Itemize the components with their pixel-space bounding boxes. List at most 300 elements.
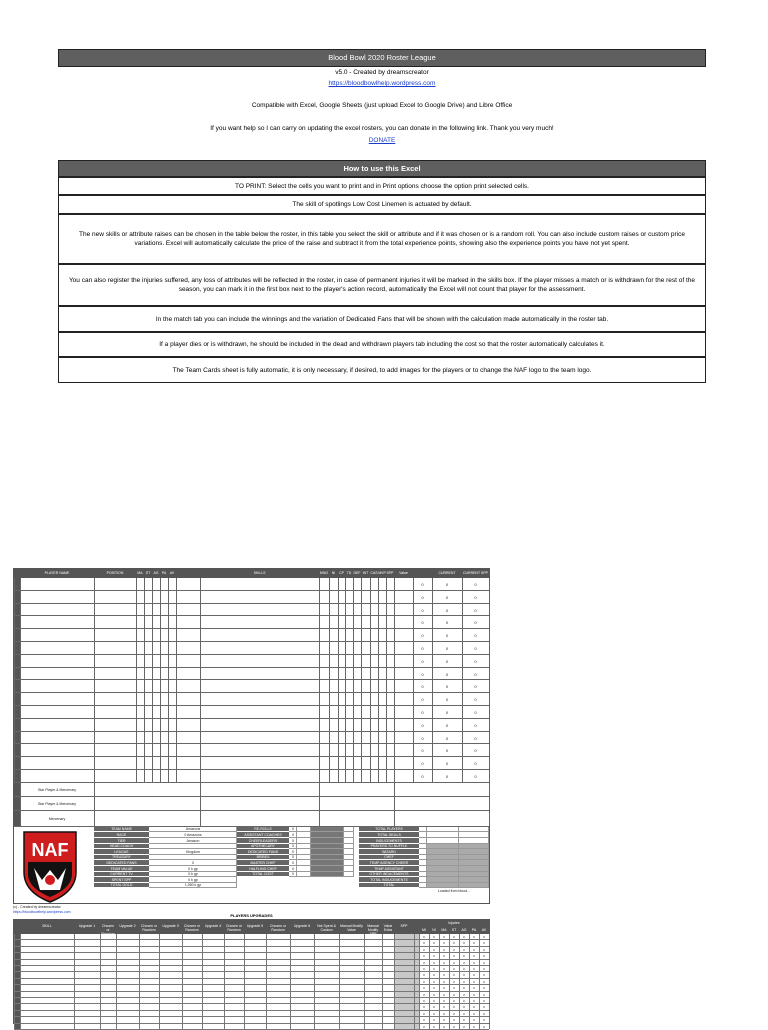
- grid-line: [144, 693, 145, 705]
- mid-label: DEDICATED FANS: [247, 849, 279, 854]
- roster-row[interactable]: [14, 680, 489, 693]
- grid-line: [382, 992, 383, 997]
- grid-line: [370, 629, 371, 641]
- grid-line: [339, 953, 340, 958]
- grid-line: [329, 770, 330, 782]
- grid-line: [94, 744, 95, 756]
- grid-line: [176, 668, 177, 680]
- grid-line: [144, 757, 145, 769]
- grid-line: [345, 655, 346, 667]
- grid-line: [382, 979, 383, 984]
- grid-line: [319, 655, 320, 667]
- star-player-row[interactable]: [14, 797, 489, 811]
- grid-line: [338, 693, 339, 705]
- injury-zero: 0: [473, 973, 475, 978]
- roster-row[interactable]: [14, 732, 489, 745]
- injury-zero: 0: [433, 999, 435, 1003]
- grid-line: [370, 757, 371, 769]
- grid-line: [139, 992, 140, 997]
- star-player-label: Star Player & Mercenary: [37, 787, 77, 792]
- roster-col-header: PLAYER NAME: [44, 571, 70, 575]
- grid-line: [200, 719, 201, 731]
- grid-line: [139, 966, 140, 971]
- grid-line: [394, 940, 395, 945]
- grid-line: [319, 591, 320, 603]
- grid-line: [144, 629, 145, 641]
- grid-line: [489, 693, 490, 705]
- grid-line: [200, 668, 201, 680]
- grid-line: [353, 757, 354, 769]
- grid-line: [244, 1011, 245, 1016]
- injury-zero: 0: [463, 960, 465, 965]
- grid-line: [319, 642, 320, 654]
- upgrade-col-header: Chosen or Random: [225, 924, 243, 932]
- right-label: TOTAL PLAYERS: [375, 827, 403, 832]
- grid-line: [94, 770, 95, 782]
- injury-zero: 0: [423, 947, 425, 952]
- grid-line: [159, 972, 160, 977]
- info-value: Kingdom: [186, 849, 200, 854]
- injury-zero: 0: [423, 960, 425, 965]
- grid-line: [20, 947, 21, 952]
- grid-line: [338, 629, 339, 641]
- grid-line: [378, 770, 379, 782]
- grid-line: [314, 985, 315, 990]
- grid-line: [364, 953, 365, 958]
- grid-line: [370, 732, 371, 744]
- mid-label: HALFLING CHEF: [249, 866, 277, 871]
- grid-line: [361, 578, 362, 590]
- grid-line: [176, 757, 177, 769]
- grid-line: [74, 972, 75, 977]
- injury-zero: 0: [423, 999, 425, 1003]
- grid-line: [182, 979, 183, 984]
- grid-line: [290, 953, 291, 958]
- grid-line: [290, 1004, 291, 1009]
- mid-value: 0: [292, 872, 294, 877]
- injuries-title: Injuries: [448, 921, 460, 925]
- mid-value-cell[interactable]: [311, 872, 344, 878]
- zero-value: 0: [445, 774, 449, 779]
- injury-zero: 0: [483, 999, 485, 1003]
- grid-line: [74, 1017, 75, 1022]
- grid-line: [361, 693, 362, 705]
- right-label: WIZARD: [382, 849, 396, 854]
- grid-line: [20, 668, 21, 680]
- info-value: Amazon: [186, 838, 200, 843]
- grid-line: [144, 770, 145, 782]
- grid-line: [160, 668, 161, 680]
- grid-line: [100, 979, 101, 984]
- grid-line: [489, 668, 490, 680]
- grid-line: [20, 642, 21, 654]
- grid-line: [139, 1017, 140, 1022]
- injury-zero: 0: [483, 1011, 485, 1016]
- roster-row[interactable]: [14, 578, 489, 591]
- grid-line: [200, 811, 201, 826]
- star-player-row[interactable]: [14, 783, 489, 797]
- upgrade-col-header: Upgrade 2: [119, 924, 136, 928]
- grid-line: [74, 985, 75, 990]
- grid-line: [94, 783, 95, 796]
- grid-line: [160, 616, 161, 628]
- injury-zero: 0: [473, 986, 475, 991]
- grid-line: [116, 1017, 117, 1022]
- info-label: TOTAL GOLD: [110, 883, 133, 888]
- mid-label: TOTAL COST: [252, 872, 274, 877]
- grid-line: [364, 1011, 365, 1016]
- injury-zero: 0: [473, 1005, 475, 1010]
- grid-line: [319, 693, 320, 705]
- grid-line: [394, 979, 395, 984]
- injury-zero: 0: [463, 973, 465, 978]
- grid-line: [319, 616, 320, 628]
- grid-line: [329, 680, 330, 692]
- grid-line: [370, 655, 371, 667]
- roster-row[interactable]: [14, 668, 489, 681]
- grid-line: [394, 783, 395, 796]
- upgrade-col-header: Upgrade 6: [293, 924, 311, 928]
- grid-line: [414, 979, 415, 984]
- roster-row[interactable]: [14, 642, 489, 655]
- injury-zero: 0: [453, 1011, 455, 1016]
- injury-zero: 0: [423, 986, 425, 991]
- injury-zero: 0: [453, 947, 455, 952]
- upgrade-col-header: Chosen or Random: [140, 924, 158, 932]
- grid-line: [182, 1017, 183, 1022]
- injury-zero: 0: [453, 1005, 455, 1010]
- grid-line: [489, 811, 490, 826]
- grid-line: [339, 985, 340, 990]
- grid-line: [168, 757, 169, 769]
- mid-label: RE-ROLLS: [254, 827, 272, 832]
- grid-line: [353, 655, 354, 667]
- grid-line: [394, 1024, 395, 1029]
- grid-line: [74, 940, 75, 945]
- grid-line: [361, 770, 362, 782]
- grid-line: [338, 578, 339, 590]
- grid-line: [489, 757, 490, 769]
- roster-row[interactable]: [14, 706, 489, 719]
- grid-line: [329, 629, 330, 641]
- right-label: INDUCEMENTS: [376, 838, 402, 843]
- grid-line: [382, 1004, 383, 1009]
- injury-zero: 0: [433, 992, 435, 997]
- grid-line: [314, 1011, 315, 1016]
- grid-line: [160, 744, 161, 756]
- grid-line: [116, 1004, 117, 1009]
- grid-line: [14, 934, 15, 939]
- grid-line: [489, 629, 490, 641]
- howto-item: If a player dies or is withdrawn, he should be included in the dead and withdrawn players tab including the cost so that the roster automatically calculates it.: [58, 332, 706, 357]
- injury-zero: 0: [463, 947, 465, 952]
- grid-line: [94, 655, 95, 667]
- grid-line: [168, 655, 169, 667]
- grid-line: [14, 719, 15, 731]
- grid-line: [370, 591, 371, 603]
- grid-line: [116, 947, 117, 952]
- info-value: 0 k gp: [188, 866, 198, 871]
- grid-line: [394, 972, 395, 977]
- grid-line: [353, 770, 354, 782]
- howto-item: The Team Cards sheet is fully automatic, it is only necessary, if desired, to add images for the players or to change the NAF logo to the team logo.: [58, 357, 706, 383]
- injury-zero: 0: [423, 967, 425, 971]
- right-value-cell[interactable]: [419, 883, 427, 889]
- donate-text: If you want help so I can carry on updating the excel rosters, you can donate in the following link. Thank you very much!: [210, 125, 554, 132]
- grid-line: [319, 811, 320, 826]
- grid-line: [394, 770, 395, 782]
- roster-col-header: INT: [362, 571, 369, 575]
- grid-line: [386, 668, 387, 680]
- credits-url[interactable]: https://bloodbowlhelp.wordpress.com: [13, 910, 71, 914]
- grid-line: [345, 693, 346, 705]
- grid-line: [159, 1017, 160, 1022]
- zero-value: 0: [474, 774, 477, 779]
- injury-col-header: MI: [422, 928, 426, 932]
- right-value-cell[interactable]: [427, 883, 459, 889]
- grid-line: [168, 668, 169, 680]
- grid-line: [353, 706, 354, 718]
- injury-zero: 0: [433, 954, 435, 959]
- info-label: HEAD COACH: [109, 844, 134, 849]
- info-value: 0: [192, 860, 194, 865]
- injury-zero: 0: [453, 992, 455, 997]
- injury-zero: 0: [463, 1011, 465, 1016]
- grid-line: [266, 979, 267, 984]
- injury-zero: 0: [423, 954, 425, 959]
- injury-zero: 0: [473, 935, 475, 939]
- zero-value: 0: [445, 710, 449, 715]
- grid-line: [14, 1024, 15, 1029]
- roster-col-header: SPP: [386, 571, 394, 575]
- roster-row[interactable]: [14, 655, 489, 668]
- grid-line: [168, 616, 169, 628]
- grid-line: [319, 744, 320, 756]
- grid-line: [339, 1017, 340, 1022]
- grid-line: [244, 998, 245, 1003]
- right-value-cell[interactable]: [459, 883, 489, 889]
- grid-line: [100, 953, 101, 958]
- zero-value: 0: [474, 761, 477, 767]
- grid-line: [378, 680, 379, 692]
- star-player-row[interactable]: [14, 811, 489, 827]
- grid-line: [361, 655, 362, 667]
- grid-line: [364, 934, 365, 939]
- value-extra-cell: [394, 998, 419, 1003]
- grid-line: [200, 757, 201, 769]
- grid-line: [364, 985, 365, 990]
- injury-zero: 0: [453, 967, 455, 971]
- grid-line: [414, 940, 415, 945]
- grid-line: [159, 1024, 160, 1029]
- grid-line: [168, 591, 169, 603]
- injury-zero: 0: [423, 941, 425, 946]
- grid-line: [353, 744, 354, 756]
- grid-line: [20, 953, 21, 958]
- grid-line: [378, 642, 379, 654]
- roster-row[interactable]: [14, 629, 489, 642]
- injury-zero: 0: [463, 992, 465, 997]
- grid-line: [116, 960, 117, 965]
- grid-line: [20, 604, 21, 616]
- grid-line: [20, 591, 21, 603]
- grid-line: [159, 940, 160, 945]
- grid-line: [182, 960, 183, 965]
- grid-line: [489, 953, 490, 958]
- grid-line: [159, 979, 160, 984]
- grid-line: [339, 1024, 340, 1029]
- grid-line: [394, 1017, 395, 1022]
- grid-line: [224, 940, 225, 945]
- grid-line: [414, 992, 415, 997]
- roster-row[interactable]: [14, 770, 489, 783]
- grid-line: [100, 1011, 101, 1016]
- grid-line: [345, 680, 346, 692]
- grid-line: [116, 934, 117, 939]
- grid-line: [394, 1011, 395, 1016]
- grid-line: [136, 655, 137, 667]
- grid-line: [364, 972, 365, 977]
- grid-line: [386, 680, 387, 692]
- grid-line: [136, 668, 137, 680]
- roster-row[interactable]: [14, 744, 489, 757]
- grid-line: [14, 947, 15, 952]
- grid-line: [370, 770, 371, 782]
- grid-line: [314, 953, 315, 958]
- grid-line: [345, 616, 346, 628]
- injury-zero: 0: [433, 1018, 435, 1023]
- howto-title: How to use this Excel: [343, 164, 421, 173]
- grid-line: [14, 578, 15, 590]
- grid-line: [489, 1004, 490, 1009]
- zero-value: 0: [421, 646, 424, 651]
- grid-line: [94, 591, 95, 603]
- mid-value-cell[interactable]: [297, 872, 311, 878]
- zero-value: 0: [474, 722, 477, 728]
- injury-zero: 0: [463, 1005, 465, 1010]
- grid-line: [394, 998, 395, 1003]
- grid-line: [353, 616, 354, 628]
- grid-line: [202, 940, 203, 945]
- grid-line: [160, 706, 161, 718]
- grid-line: [266, 992, 267, 997]
- roster-row[interactable]: [14, 719, 489, 732]
- mid-value-cell[interactable]: [344, 872, 354, 878]
- grid-line: [338, 719, 339, 731]
- grid-line: [14, 998, 15, 1003]
- upgrade-col-header: Value Extra: [383, 924, 393, 932]
- grid-line: [224, 1017, 225, 1022]
- injury-zero: 0: [433, 973, 435, 978]
- donate-link[interactable]: DONATE: [368, 137, 396, 144]
- roster-row[interactable]: [14, 591, 489, 604]
- version-line: v5.0 - Created by dreamscreator: [335, 69, 429, 76]
- zero-value: 0: [421, 761, 424, 767]
- grid-line: [394, 947, 395, 952]
- grid-line: [159, 985, 160, 990]
- grid-line: [290, 1011, 291, 1016]
- grid-line: [14, 616, 15, 628]
- grid-line: [100, 960, 101, 965]
- roster-row[interactable]: [14, 604, 489, 617]
- grid-line: [489, 934, 490, 939]
- upgrade-col-header: Upgrade 3: [162, 924, 179, 928]
- grid-line: [314, 972, 315, 977]
- zero-value: 0: [421, 658, 424, 664]
- sheet-title-bar: [58, 49, 706, 67]
- injury-zero: 0: [473, 1011, 475, 1016]
- blog-link[interactable]: https://bloodbowlhelp.wordpress.com: [328, 80, 436, 87]
- grid-line: [160, 655, 161, 667]
- grid-line: [370, 680, 371, 692]
- grid-line: [144, 744, 145, 756]
- injury-zero: 0: [453, 941, 455, 946]
- zero-value: 0: [421, 582, 424, 587]
- grid-line: [116, 992, 117, 997]
- grid-line: [14, 1004, 15, 1009]
- grid-line: [20, 655, 21, 667]
- grid-line: [14, 604, 15, 616]
- grid-line: [200, 591, 201, 603]
- injury-zero: 0: [423, 1011, 425, 1016]
- upgrade-row[interactable]: [14, 1024, 489, 1030]
- injury-zero: 0: [483, 947, 485, 952]
- grid-line: [74, 966, 75, 971]
- grid-line: [139, 934, 140, 939]
- grid-line: [378, 604, 379, 616]
- grid-line: [394, 992, 395, 997]
- grid-line: [168, 680, 169, 692]
- grid-line: [345, 642, 346, 654]
- injury-zero: 0: [483, 979, 485, 984]
- grid-line: [489, 770, 490, 782]
- grid-line: [100, 947, 101, 952]
- grid-line: [144, 604, 145, 616]
- value-extra-cell: [394, 979, 419, 984]
- injury-zero: 0: [453, 973, 455, 978]
- grid-line: [319, 680, 320, 692]
- value-extra-cell: [394, 966, 419, 971]
- grid-line: [168, 693, 169, 705]
- roster-row[interactable]: [14, 616, 489, 629]
- zero-value: 0: [421, 684, 424, 690]
- injury-zero: 0: [463, 1024, 465, 1029]
- roster-row[interactable]: [14, 757, 489, 770]
- right-label: TEMP ASSISTANT: [374, 866, 404, 871]
- grid-line: [116, 1024, 117, 1029]
- grid-line: [266, 1017, 267, 1022]
- grid-line: [14, 693, 15, 705]
- grid-line: [386, 629, 387, 641]
- grid-line: [20, 940, 21, 945]
- grid-line: [74, 998, 75, 1003]
- grid-line: [116, 985, 117, 990]
- grid-line: [290, 940, 291, 945]
- grid-line: [339, 979, 340, 984]
- grid-line: [20, 960, 21, 965]
- grid-line: [244, 992, 245, 997]
- grid-line: [338, 744, 339, 756]
- injury-zero: 0: [443, 947, 445, 952]
- injury-zero: 0: [423, 935, 425, 939]
- grid-line: [244, 940, 245, 945]
- zero-value: 0: [421, 774, 424, 779]
- grid-line: [329, 591, 330, 603]
- roster-row[interactable]: [14, 693, 489, 706]
- grid-line: [489, 947, 490, 952]
- info-label: SPENT SPP: [111, 877, 132, 882]
- grid-line: [266, 985, 267, 990]
